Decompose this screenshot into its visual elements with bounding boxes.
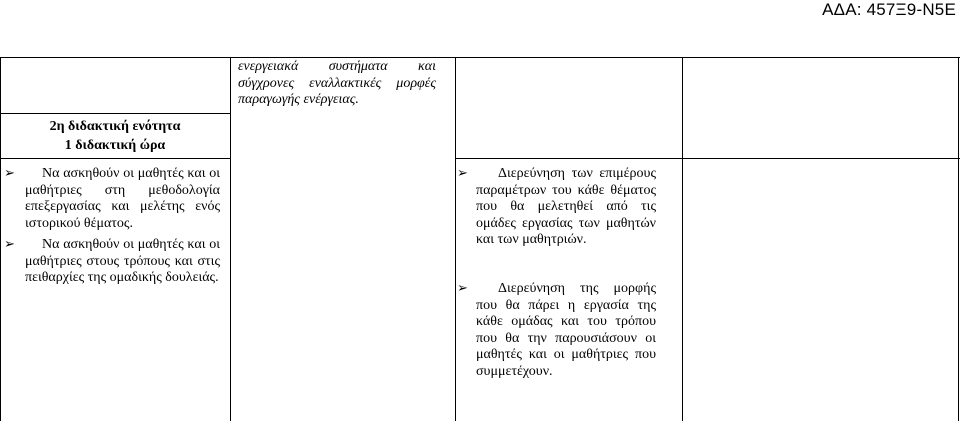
arrowhead-bullet-icon: ➢	[4, 166, 15, 181]
col1-bullet-1: Να ασκηθούν οι μαθητές και οι μαθήτριες στη μεθοδολογία επεξεργασίας και μελέτης ενός ιστορικού θέματος.	[25, 166, 220, 231]
column-divider-1	[230, 57, 231, 421]
table-right-border	[958, 57, 959, 421]
arrowhead-bullet-icon: ➢	[4, 237, 15, 252]
column-divider-3	[682, 57, 683, 421]
col2-continuation-text: ενεργειακά συστήματα και σύγχρονες εναλλακτικές μορφές παραγωγής ενέργειας.	[238, 59, 436, 108]
unit-title: 2η διδακτική ενότητα	[49, 119, 181, 134]
hour-title: 1 διδακτική ώρα	[64, 138, 166, 153]
col1-bullet-2: Να ασκηθούν οι μαθητές και οι μαθήτριες στους τρόπους και στις πειθαρχίες της ομαδικής δουλειάς.	[25, 237, 220, 286]
arrowhead-bullet-icon: ➢	[457, 166, 468, 181]
row-divider-2	[0, 158, 230, 159]
arrowhead-bullet-icon: ➢	[457, 281, 468, 296]
row-divider-3	[455, 158, 682, 159]
col3-bullet-2: Διερεύνηση της μορφής που θα πάρει η εργασία της κάθε ομάδας και του τρόπου που θα την παρουσιάσουν οι μαθητές και οι μαθήτριες που συμμετέχουν.	[476, 281, 656, 379]
row-divider-1	[0, 113, 230, 114]
table-top-border	[0, 57, 960, 58]
ada-identifier: ΑΔΑ: 457Ξ9-Ν5Ε	[822, 0, 956, 19]
row-divider-4	[682, 158, 960, 159]
col3-bullet-1: Διερεύνηση των επιμέρους παραμέτρων του κάθε θέματος που θα μελετηθεί από τις ομάδες εργασίας των μαθητών και των μαθητριών.	[476, 166, 656, 248]
